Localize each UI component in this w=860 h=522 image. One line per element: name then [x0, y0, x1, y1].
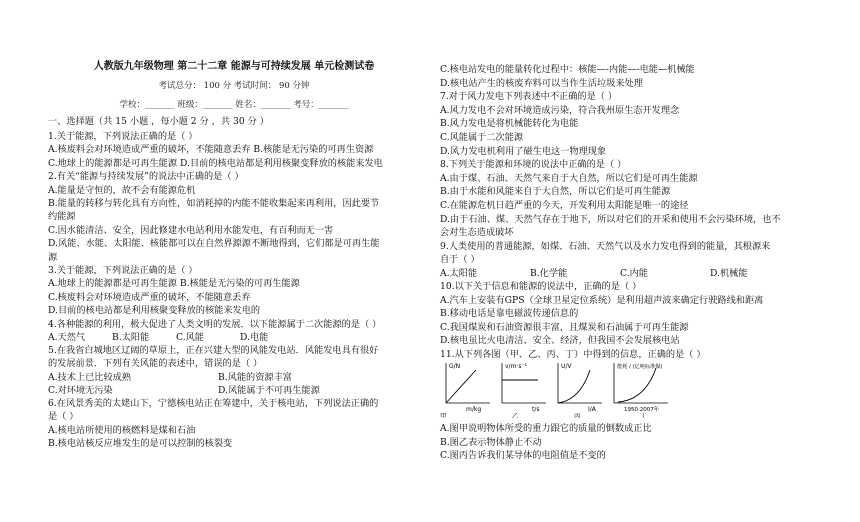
figure-ding: [614, 362, 668, 418]
question-line: 约能源: [48, 211, 76, 223]
question-line: C.核废料会对环境造成严重的破坏，不能随意丢弃: [48, 291, 251, 303]
question-line: D.由于石油、煤、天然气存在于地下，所以对它们的开采和使用不会污染环境，也不: [440, 213, 781, 225]
exam-info: 考试总分： 100 分 考试时间： 90 分钟: [158, 81, 310, 91]
fig-yi-name: 乙: [512, 412, 519, 418]
q11-figures: [440, 358, 680, 418]
fig-ding-name: 丁: [640, 412, 647, 418]
figure-bing: [558, 363, 602, 418]
fig-yi-xlabel: t/s: [532, 406, 540, 413]
question-line: A.由于煤、石油、天然气来自于大自然，所以它们是可再生能源: [440, 172, 698, 184]
question-line: A.核废料会对环境造成严重的破坏，不能随意丢弃 B.核能是无污染的可再生资源: [48, 144, 374, 156]
question-line: A.能量是守恒的，故不会有能源危机: [48, 184, 196, 196]
section-heading: 一、选择题（共 15 小题 ，每小题 2 分 ，共 30 分 ）: [48, 116, 269, 127]
exam-title: 人教版九年级物理 第二十二章 能源与可持续发展 单元检测试卷: [93, 61, 375, 72]
question-line: 11.从下列各图（甲、乙、丙、丁）中得到的信息，正确的是（ ）: [440, 349, 706, 360]
question-line: D.核电虽比火电清洁、安全、经济，但我国不会发展核电站: [440, 335, 680, 347]
question-line: C.我国煤炭和石油资源很丰富，且煤炭和石油属于可再生能源: [440, 321, 689, 333]
question-line: 1.关于能源，下列说法正确的是（ ）: [48, 131, 198, 142]
question-line: A.地球上的能源都是可再生能源 B.核能是无污染的可再生能源: [48, 278, 300, 290]
question-line: 是（ ）: [48, 411, 79, 423]
answer-option: C.内能: [620, 268, 648, 279]
fig-bing-ylabel: U/V: [561, 363, 572, 370]
question-line: A.汽车上安装有GPS（全球卫星定位系统）是利用超声波来确定行驶路线和距离: [440, 294, 764, 306]
question-line: C.图丙告诉我们某导体的电阻值是不变的: [440, 450, 606, 462]
question-line: D.目前的核电站都是利用核聚变释放的核能来发电的: [48, 305, 261, 317]
question-line: 4.各种能源的利用，极大促进了人类文明的发展．以下能源属于二次能源的是（ ）: [48, 318, 382, 330]
answer-option: B.化学能: [530, 268, 568, 279]
question-line: C.因水能清洁、安全，因此修建水电站利用水能发电，有百利而无一害: [48, 224, 334, 236]
fig-ding-xlabel: 1950 2007年: [624, 407, 660, 413]
question-line: D.风能、水能、太阳能、核能都可以在自然界源源不断地得到，它们都是可再生能: [48, 238, 380, 250]
question-line: 2.有关“能源与持续发展”的说法中正确的是（ ）: [48, 171, 244, 183]
question-line: 9.人类使用的普通能源，如煤、石油、天然气以及水力发电得到的能量，其根源来: [440, 240, 771, 252]
question-line: 7.对于风力发电下列表述中不正确的是（ ）: [440, 91, 618, 103]
question-line: 3.关于能源，下列说法正确的是（ ）: [48, 265, 198, 276]
question-line: A.图甲说明物体所受的重力跟它的质量的倒数成正比: [440, 423, 652, 434]
question-line: B.核电站核反应堆发生的是可以控制的核裂变: [48, 438, 233, 450]
question-line: B.风力发电是将机械能转化为电能: [440, 118, 579, 130]
question-line: 8.下列关于能源和环境的说法中正确的是（ ）: [440, 159, 627, 171]
question-line: C.在能源危机日趋严重的今天，开发利用太阳能是唯一的途径: [440, 200, 689, 211]
question-line: 的发展前景．下列有关风能的表述中，错误的是（ ）: [48, 358, 263, 370]
answer-option: D.电能: [240, 332, 269, 343]
answer-option: C.风能: [176, 332, 204, 343]
answer-option: A.天然气: [48, 332, 86, 343]
question-line: B.由于水能和风能来自于大自然，所以它们是可再生能源: [440, 186, 671, 198]
question-line: B.能量的转移与转化具有方向性，如消耗掉的内能不能收集起来再利用，因此要节: [48, 198, 380, 209]
answer-option: D.机械能: [710, 268, 748, 279]
fig-jia-ylabel: G/N: [449, 363, 461, 370]
fig-bing-name: 丙: [574, 412, 581, 418]
question-line: C.地球上的能源都是可再生能源 D.目前的核电站都是利用核聚变释放的核能来发电: [48, 157, 383, 169]
fig-jia-xlabel: m/kg: [466, 406, 482, 413]
question-line: A.风力发电不会对环境造成污染，符合我州原生态开发理念: [440, 104, 680, 116]
figure-yi: [502, 363, 546, 418]
question-line: D.风力发电机利用了磁生电这一物理现象: [440, 145, 607, 157]
question-line: B.图乙表示物体静止不动: [440, 436, 542, 448]
fig-yi-ylabel: v/m·s⁻¹: [505, 363, 528, 370]
student-info: 学校：_______ 班级：_______ 姓名：_______ 考号：_______: [119, 100, 349, 110]
answer-option: A.技术上已比较成熟: [48, 372, 132, 383]
answer-option: D.风能属于不可再生能源: [218, 385, 320, 396]
fig-jia-name: 甲: [440, 412, 447, 418]
figure-jia: [440, 363, 490, 418]
question-line: 自于（ ）: [440, 254, 480, 266]
question-line: 10.以下关于信息和能源的说法中，正确的是（ ）: [440, 281, 642, 292]
answer-option: B.风能的资源丰富: [218, 372, 292, 383]
question-line: 6.在风景秀美的太姥山下，宁德核电站正在筹建中，关于核电站，下列说法正确的: [48, 398, 379, 409]
question-line: C.风能属于二次能源: [440, 132, 524, 143]
question-line: 5.在我省白城地区辽阔的草原上，正在兴建大型的风能发电站．风能发电具有很好: [48, 345, 379, 356]
answer-option: C.对环境无污染: [48, 385, 113, 396]
answer-option: B.太阳能: [112, 332, 150, 343]
question-line: 源: [48, 251, 58, 263]
question-line: A.核电站所使用的核燃料是煤和石油: [48, 424, 196, 436]
question-line: 会对生态造成破坏: [440, 227, 514, 239]
fig-bing-xlabel: I/A: [588, 406, 596, 413]
question-line: B.移动电话是靠电磁波传递信息的: [440, 308, 579, 320]
fig-ding-ylabel: 能耗 / (亿吨标准煤): [617, 364, 663, 370]
answer-option: A.太阳能: [440, 268, 478, 279]
question-line: C.核电站发电的能量转化过程中：核能—-内能—-电能—机械能: [440, 64, 695, 75]
question-line: D.核电站产生的核废弃料可以当作生活垃圾来处理: [440, 77, 643, 89]
